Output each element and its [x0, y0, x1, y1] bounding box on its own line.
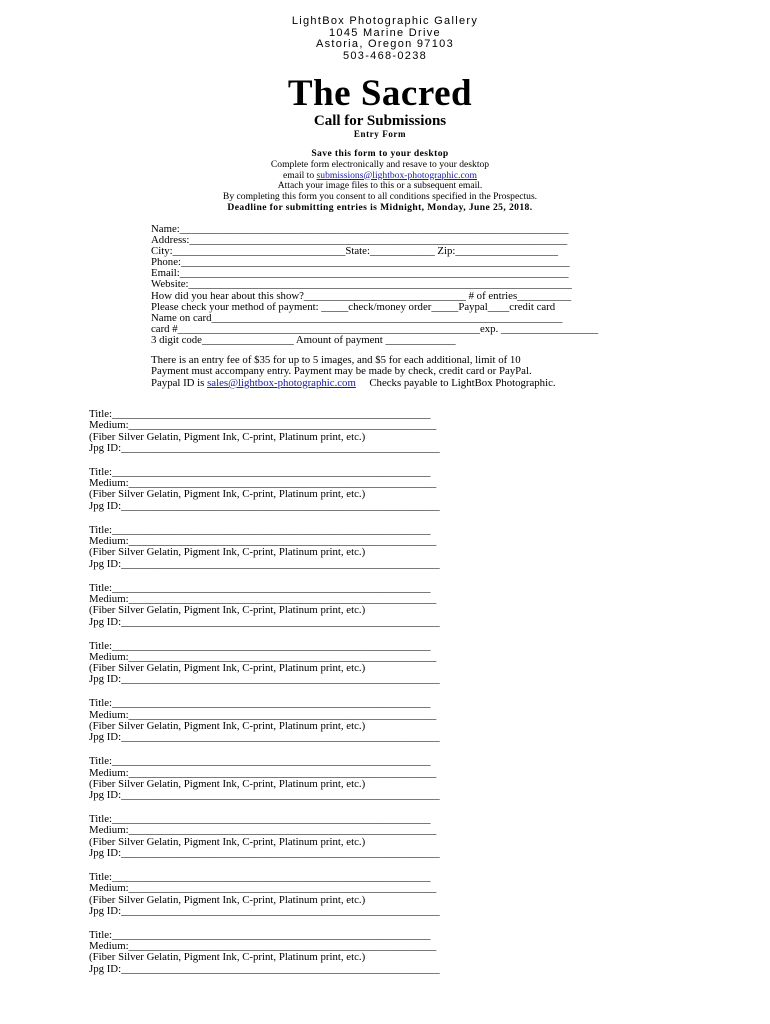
city-state-zip-field[interactable]: City:________________________________State:____________ Zip:___________________	[151, 245, 558, 258]
paypal-prefix: Paypal ID is	[151, 376, 208, 389]
gallery-street: 1045 Marine Drive	[329, 26, 441, 39]
email-field[interactable]: Email:________________________________________________________________________	[151, 267, 569, 280]
media-hint: (Fiber Silver Gelatin, Pigment Ink, C-print, Platinum print, etc.)	[89, 893, 366, 906]
media-hint: (Fiber Silver Gelatin, Pigment Ink, C-print, Platinum print, etc.)	[89, 719, 366, 732]
jpg-id-field[interactable]: Jpg ID:___________________________________________________________	[89, 557, 440, 570]
title-field[interactable]: Title:___________________________________________________________	[89, 408, 431, 420]
phone-field[interactable]: Phone:________________________________________________________________________	[151, 256, 570, 269]
media-hint: (Fiber Silver Gelatin, Pigment Ink, C-print, Platinum print, etc.)	[89, 546, 366, 559]
image-entry-1	[89, 409, 469, 454]
media-hint: (Fiber Silver Gelatin, Pigment Ink, C-print, Platinum print, etc.)	[89, 430, 366, 443]
save-instruction: Save this form to your desktop	[311, 148, 449, 159]
jpg-id-field[interactable]: Jpg ID:___________________________________________________________	[89, 441, 440, 454]
fee-section	[151, 355, 631, 389]
media-hint: (Fiber Silver Gelatin, Pigment Ink, C-print, Platinum print, etc.)	[89, 662, 366, 675]
media-hint: (Fiber Silver Gelatin, Pigment Ink, C-print, Platinum print, etc.)	[89, 604, 366, 617]
medium-field[interactable]: Medium:_________________________________________________________	[89, 940, 437, 953]
deadline-text: Deadline for submitting entries is Midnight, Monday, June 25, 2018.	[227, 201, 533, 213]
email-prefix: email to	[282, 169, 317, 181]
image-entry-4	[89, 583, 469, 628]
referral-entries-field[interactable]: How did you hear about this show?______________________________ # of entries__________	[151, 289, 572, 302]
jpg-id-field[interactable]: Jpg ID:___________________________________________________________	[89, 499, 440, 512]
title-field[interactable]: Title:___________________________________________________________	[89, 523, 431, 536]
jpg-id-field[interactable]: Jpg ID:___________________________________________________________	[89, 847, 440, 860]
complete-instruction: Complete form electronically and resave to your desktop	[270, 158, 490, 170]
contact-section	[151, 224, 631, 346]
gallery-phone: 503-468-0238	[342, 49, 428, 62]
medium-field[interactable]: Medium:_________________________________________________________	[89, 477, 437, 490]
gallery-city: Astoria, Oregon 97103	[316, 38, 454, 50]
entry-form-label: Entry Form	[353, 129, 407, 139]
medium-field[interactable]: Medium:_________________________________________________________	[89, 535, 437, 548]
fee-text: There is an entry fee of $35 for up to 5 images, and $5 for each additional, limit of 10	[151, 354, 521, 366]
jpg-id-field[interactable]: Jpg ID:___________________________________________________________	[89, 789, 440, 802]
paypal-line	[151, 378, 631, 389]
attach-instruction: Attach your image files to this or a subsequent email.	[277, 180, 483, 192]
image-entry-6	[89, 698, 469, 743]
payment-text: Payment must accompany entry. Payment may be made by check, credit card or PayPal.	[151, 365, 532, 378]
image-entry-7	[89, 756, 469, 801]
consent-text: By completing this form you consent to all conditions specified in the Prospectus.	[222, 191, 538, 203]
medium-field[interactable]: Medium:_________________________________________________________	[89, 824, 437, 837]
jpg-id-field[interactable]: Jpg ID:___________________________________________________________	[89, 615, 440, 628]
page-subtitle: Call for Submissions	[313, 113, 447, 129]
submissions-email-link[interactable]: submissions@lightbox-photographic.com	[316, 169, 478, 181]
title-field[interactable]: Title:___________________________________________________________	[89, 639, 431, 652]
title-field[interactable]: Title:___________________________________________________________	[89, 871, 431, 883]
medium-field[interactable]: Medium:_________________________________________________________	[89, 766, 437, 779]
media-hint: (Fiber Silver Gelatin, Pigment Ink, C-print, Platinum print, etc.)	[89, 777, 366, 790]
image-entry-5	[89, 641, 469, 686]
media-hint: (Fiber Silver Gelatin, Pigment Ink, C-print, Platinum print, etc.)	[89, 835, 366, 848]
medium-field[interactable]: Medium:_________________________________________________________	[89, 882, 437, 895]
title-field[interactable]: Title:___________________________________________________________	[89, 581, 431, 594]
image-entry-9	[89, 872, 469, 917]
title-field[interactable]: Title:___________________________________________________________	[89, 928, 431, 941]
title-field[interactable]: Title:___________________________________________________________	[89, 697, 431, 710]
medium-field[interactable]: Medium:_________________________________________________________	[89, 419, 437, 432]
name-field[interactable]: Name:________________________________________________________________________	[151, 223, 569, 235]
title-field[interactable]: Title:___________________________________________________________	[89, 465, 431, 478]
page-title: The Sacred	[287, 73, 473, 114]
cvv-amount-field[interactable]: 3 digit code_________________ Amount of payment _____________	[151, 333, 456, 346]
gallery-name: LightBox Photographic Gallery	[291, 15, 479, 27]
image-entry-10	[89, 930, 469, 975]
card-name-field[interactable]: Name on card_________________________________________________________________	[151, 311, 563, 324]
image-entries	[89, 409, 469, 988]
jpg-id-field[interactable]: Jpg ID:___________________________________________________________	[89, 904, 440, 917]
medium-field[interactable]: Medium:_________________________________________________________	[89, 592, 437, 605]
payment-method-field[interactable]: Please check your method of payment: _____check/money order_____Paypal____credit card	[151, 300, 556, 313]
card-number-field[interactable]: card #________________________________________________________exp. __________________	[151, 322, 599, 335]
instructions	[0, 149, 760, 214]
media-hint: (Fiber Silver Gelatin, Pigment Ink, C-print, Platinum print, etc.)	[89, 488, 366, 501]
jpg-id-field[interactable]: Jpg ID:___________________________________________________________	[89, 731, 440, 744]
website-field[interactable]: Website:_______________________________________________________________________	[151, 278, 572, 291]
title-field[interactable]: Title:___________________________________________________________	[89, 755, 431, 768]
image-entry-3	[89, 525, 469, 570]
media-hint: (Fiber Silver Gelatin, Pigment Ink, C-print, Platinum print, etc.)	[89, 951, 366, 964]
image-entry-8	[89, 814, 469, 859]
jpg-id-field[interactable]: Jpg ID:___________________________________________________________	[89, 962, 440, 975]
checks-payable-text: Checks payable to LightBox Photographic.	[369, 376, 556, 389]
title-field[interactable]: Title:___________________________________________________________	[89, 813, 431, 826]
address-field[interactable]: Address:______________________________________________________________________	[151, 234, 568, 247]
paypal-email-link[interactable]: sales@lightbox-photographic.com	[207, 376, 356, 389]
medium-field[interactable]: Medium:_________________________________________________________	[89, 650, 437, 663]
gallery-header	[0, 16, 770, 62]
jpg-id-field[interactable]: Jpg ID:___________________________________________________________	[89, 673, 440, 686]
image-entry-2	[89, 467, 469, 512]
medium-field[interactable]: Medium:_________________________________________________________	[89, 708, 437, 721]
